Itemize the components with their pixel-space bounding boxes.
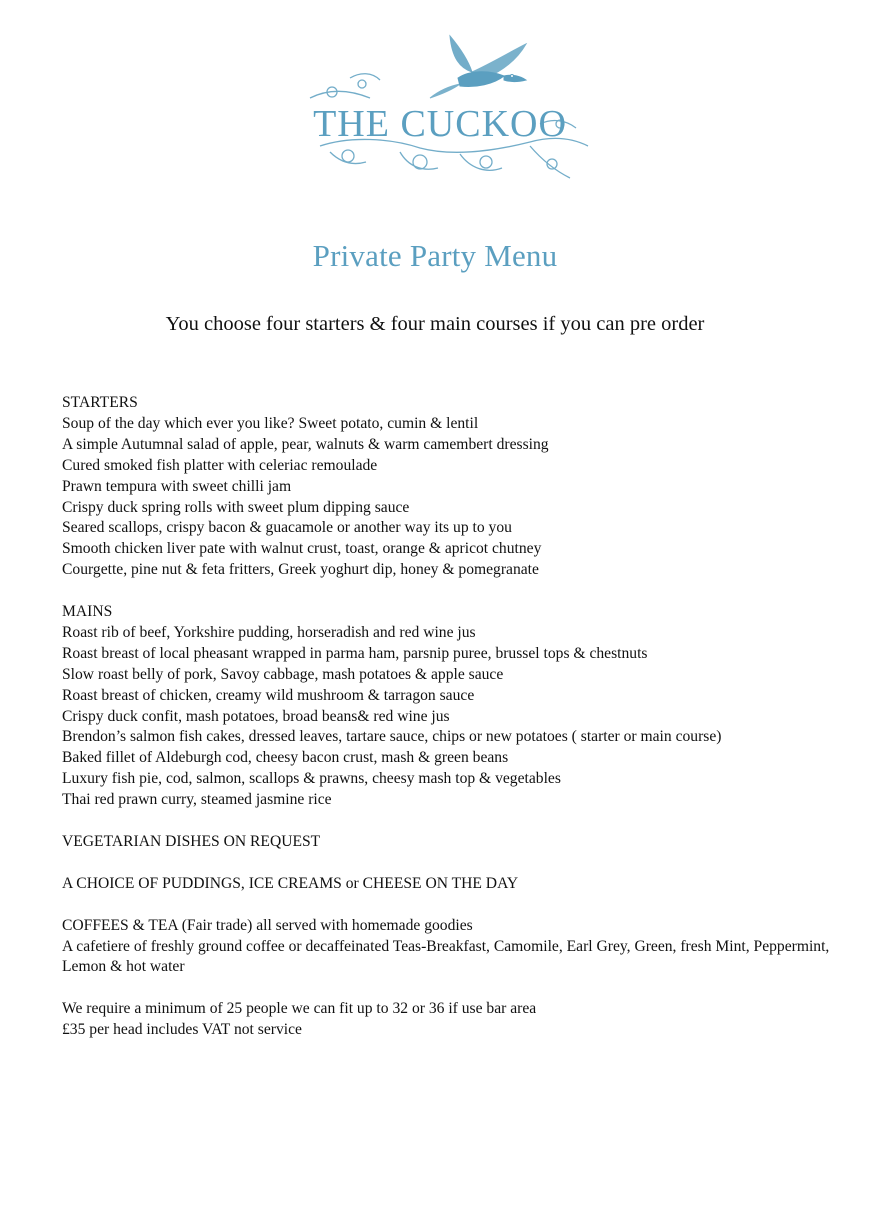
starter-item: Cured smoked fish platter with celeriac remoulade: [62, 456, 378, 474]
main-item: Brendon’s salmon fish cakes, dressed leaves, tartare sauce, chips or new potatoes ( starter or main course): [62, 728, 722, 746]
main-item: Slow roast belly of pork, Savoy cabbage, mash potatoes & apple sauce: [62, 665, 504, 683]
page-subtitle: You choose four starters & four main courses if you can pre order: [165, 313, 705, 335]
starter-item: A simple Autumnal salad of apple, pear, walnuts & warm camembert dressing: [62, 435, 549, 453]
main-item: Roast rib of beef, Yorkshire pudding, horseradish and red wine jus: [62, 623, 476, 641]
main-item: Baked fillet of Aldeburgh cod, cheesy bacon crust, mash & green beans: [62, 749, 509, 767]
logo: [290, 28, 590, 188]
menu-content: [62, 393, 842, 1041]
starter-item: Seared scallops, crispy bacon & guacamole or another way its up to you: [62, 519, 512, 537]
starter-item: Courgette, pine nut & feta fritters, Greek yoghurt dip, honey & pomegranate: [62, 561, 539, 579]
starter-item: Smooth chicken liver pate with walnut crust, toast, orange & apricot chutney: [62, 540, 542, 558]
main-item: Roast breast of chicken, creamy wild mushroom & tarragon sauce: [62, 686, 475, 704]
starter-item: Prawn tempura with sweet chilli jam: [62, 477, 292, 495]
price-line: £35 per head includes VAT not service: [62, 1021, 302, 1039]
cuckoo-bird-icon: [290, 28, 590, 188]
coffee-heading: COFFEES & TEA (Fair trade) all served with homemade goodies: [62, 916, 473, 934]
main-item: Thai red prawn curry, steamed jasmine rice: [62, 791, 332, 809]
main-item: Crispy duck confit, mash potatoes, broad beans& red wine jus: [62, 707, 450, 725]
starter-item: Crispy duck spring rolls with sweet plum dipping sauce: [62, 498, 410, 516]
page-title: Private Party Menu: [312, 238, 558, 273]
logo-text: THE CUCKOO: [313, 103, 567, 145]
starter-item: Soup of the day which ever you like? Sweet potato, cumin & lentil: [62, 414, 479, 432]
mains-heading: MAINS: [62, 603, 113, 621]
main-item: Roast breast of local pheasant wrapped in parma ham, parsnip puree, brussel tops & chestnuts: [62, 644, 648, 662]
starters-heading: STARTERS: [62, 394, 138, 411]
vegetarian-note: VEGETARIAN DISHES ON REQUEST: [62, 833, 321, 850]
coffee-text: A cafetiere of freshly ground coffee or decaffeinated Teas-Breakfast, Camomile, Earl Grey, Green, fresh Mint, Peppermint, Lemon & hot water: [62, 937, 830, 976]
requirements-line: We require a minimum of 25 people we can fit up to 32 or 36 if use bar area: [62, 1000, 537, 1018]
puddings-note: A CHOICE OF PUDDINGS, ICE CREAMS or CHEESE ON THE DAY: [62, 874, 519, 892]
main-item: Luxury fish pie, cod, salmon, scallops & prawns, cheesy mash top & vegetables: [62, 770, 561, 788]
